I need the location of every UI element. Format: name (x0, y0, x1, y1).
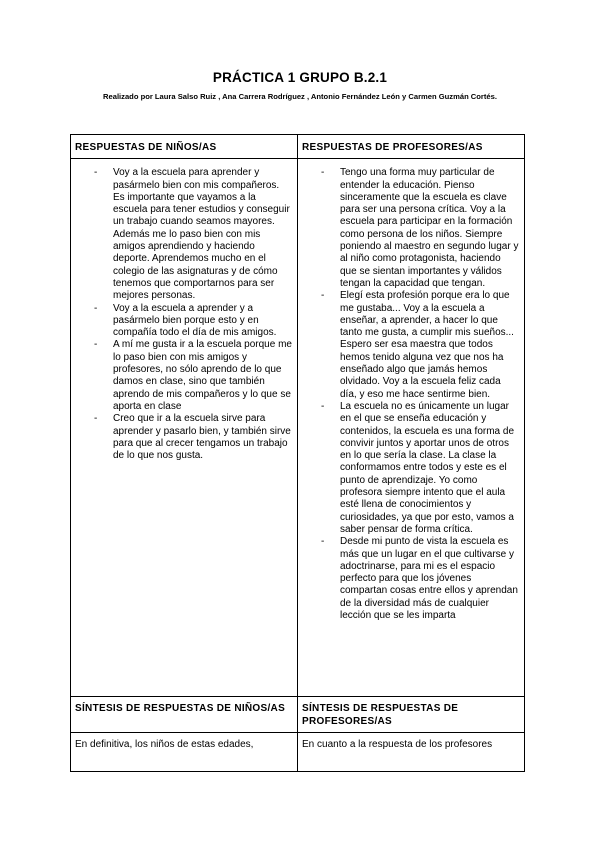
summary-teachers: En cuanto a la respuesta de los profesores (298, 732, 525, 771)
children-responses-list (71, 159, 297, 462)
responses-table (70, 134, 525, 772)
document-title: PRÁCTICA 1 GRUPO B.2.1 (212, 70, 388, 85)
teacher-response: - Elegí esta profesión porque era lo que me gustaba... Voy a la escuela a enseñar, a aprender, a hacer lo que tanto me gusta, a cumplir mis sueños... Espero ser esa maestra que todos hemos tenido alguna vez que nos ha enseñado algo que jamás hemos olvidado. Voy a la escuela feliz cada día, y eso me hace sentirme bien. (298, 290, 520, 401)
child-response: - Voy a la escuela para aprender y pasármelo bien con mis compañeros. Es importante que vayamos a la escuela para tener estudios y conseguir un trabajo cuando seamos mayores. Además me lo paso bien con mis amigos aprendiendo y haciendo deporte. Aprendemos mucho en el colegio de las asignaturas y de cómo tenemos que comportarnos para ser mejores personas. (71, 167, 293, 302)
teacher-response: - Desde mi punto de vista la escuela es más que un lugar en el que cultivarse y adoctrinarse, para mi es el espacio perfecto para que los jóvenes compartan cosas entre ellos y aprendan de la diversidad más de cualquier lección que se les imparta (298, 536, 520, 622)
teacher-response: - La escuela no es únicamente un lugar en el que se enseña educación y contenidos, la escuela es una forma de convivir juntos y aportar unos de otros en lo que sería la clase. La clase la conformamos entre todos y este es el punto de aprendizaje. Yo como profesora siempre intento que el aula esté llena de conocimientos y curiosidades, ya que por esto, vamos a saber pensar de forma crítica. (298, 401, 520, 536)
child-response: - Voy a la escuela a aprender y a pasármelo bien porque esto y en compañía todo el día de mis amigos. (71, 303, 293, 340)
teacher-response: - Tengo una forma muy particular de entender la educación. Pienso sinceramente que la escuela es clave para ser una persona crítica. Voy a la escuela para participar en la formación como persona de los niños. Siempre poniendo al maestro en segundo lugar y al niño como protagonista, haciendo que se sientan importantes y válidos tengan la capacidad que tengan. (298, 167, 520, 290)
child-response: - A mí me gusta ir a la escuela porque me lo paso bien con mis amigos y profesores, no sólo aprendo de lo que damos en clase, sino que también aprendo de mis compañeros y lo que se aporta en clase (71, 339, 293, 413)
header-row (71, 135, 525, 159)
children-responses-cell (71, 159, 298, 697)
summary-row (71, 732, 525, 771)
header-children: RESPUESTAS DE NIÑOS/AS (71, 135, 298, 159)
responses-row (71, 159, 525, 697)
summary-header-teachers: SÍNTESIS DE RESPUESTAS DE PROFESORES/AS (298, 697, 525, 733)
authors-line: Realizado por Laura Salso Ruiz , Ana Carrera Rodríguez , Antonio Fernández León y Carmen Guzmán Cortés. (103, 92, 497, 101)
summary-header-row (71, 697, 525, 733)
teacher-responses-cell (298, 159, 525, 697)
summary-header-children: SÍNTESIS DE RESPUESTAS DE NIÑOS/AS (71, 697, 298, 733)
summary-children: En definitiva, los niños de estas edades, (71, 732, 298, 771)
teacher-responses-list (298, 159, 524, 622)
header-teachers: RESPUESTAS DE PROFESORES/AS (298, 135, 525, 159)
child-response: - Creo que ir a la escuela sirve para aprender y pasarlo bien, y también sirve para que al crecer tengamos un trabajo de lo que nos gusta. (71, 413, 293, 462)
